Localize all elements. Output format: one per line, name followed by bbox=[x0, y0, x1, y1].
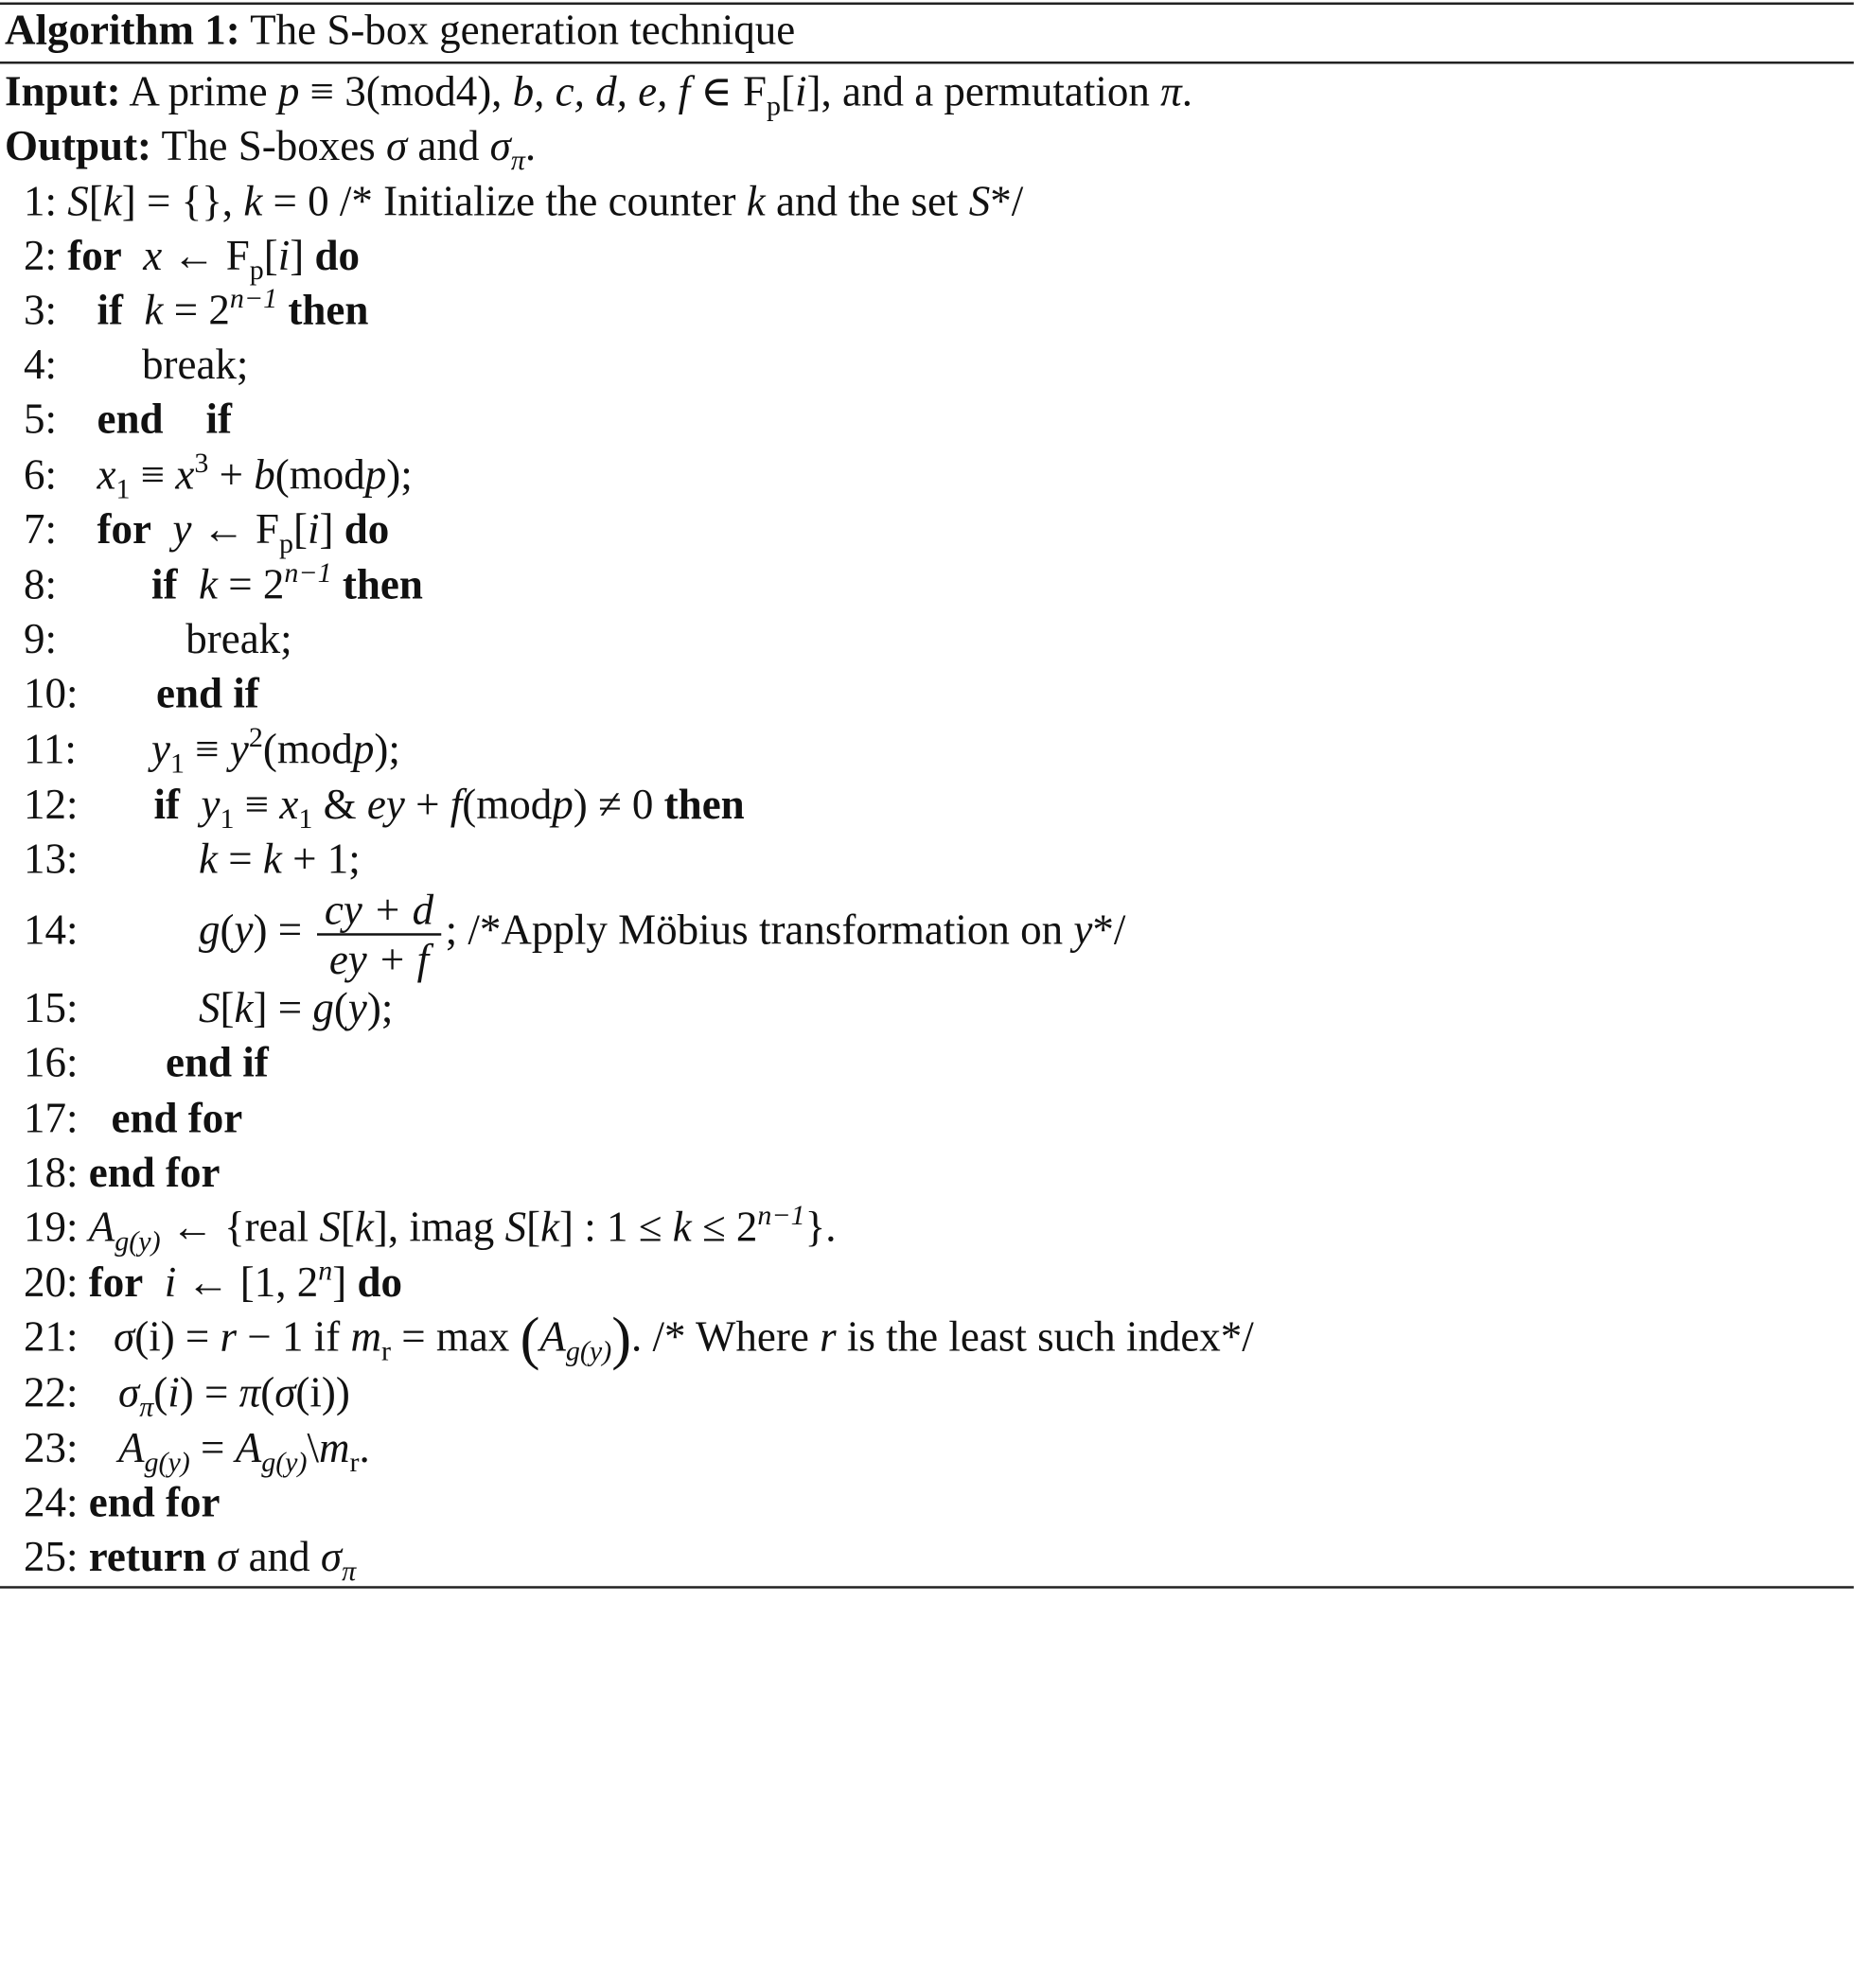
math-var: S bbox=[67, 177, 89, 225]
math-var: k bbox=[234, 984, 254, 1031]
keyword: end bbox=[97, 395, 164, 443]
algorithm-line-8 bbox=[24, 558, 423, 608]
math-text: [ bbox=[292, 504, 308, 553]
math-text: ≡ bbox=[184, 725, 230, 773]
math-var: g bbox=[199, 906, 221, 954]
math-var: y bbox=[1073, 906, 1093, 954]
math-text: − 1 if bbox=[237, 1312, 351, 1361]
math-var: k bbox=[243, 177, 263, 225]
output-text: The S-boxes bbox=[161, 121, 386, 169]
math-text: ] : 1 ≤ bbox=[559, 1203, 673, 1251]
math-var: ey bbox=[366, 781, 405, 828]
output-label: Output: bbox=[5, 121, 152, 169]
keyword: do bbox=[314, 232, 361, 279]
algorithm-line-16 bbox=[24, 1039, 269, 1086]
keyword: end for bbox=[111, 1094, 243, 1142]
line-number: 11: bbox=[24, 725, 77, 773]
output-var: σ bbox=[489, 121, 511, 169]
line-number: 19: bbox=[24, 1203, 79, 1251]
line-number: 4: bbox=[24, 341, 58, 388]
math-var: i bbox=[307, 504, 320, 553]
math-text: ] bbox=[332, 1258, 358, 1306]
output-text: and bbox=[407, 121, 490, 169]
math-subscript: g(y) bbox=[565, 1336, 612, 1367]
line-number: 16: bbox=[24, 1038, 79, 1086]
comment-text: */ bbox=[990, 177, 1024, 225]
math-text: ) ≠ 0 bbox=[573, 781, 664, 828]
math-var: k bbox=[354, 1203, 374, 1251]
comment-text: and the set bbox=[765, 177, 969, 225]
algorithm-line-5 bbox=[24, 396, 232, 443]
math-var: m bbox=[319, 1424, 350, 1471]
math-var: k bbox=[144, 286, 164, 334]
math-subscript: g(y) bbox=[115, 1226, 161, 1258]
math-var: y bbox=[201, 781, 221, 828]
input-text: ∈ F bbox=[690, 67, 767, 115]
math-var: k bbox=[199, 560, 218, 608]
title-rule bbox=[0, 62, 1854, 64]
math-text: [ bbox=[220, 984, 235, 1031]
line-number: 17: bbox=[24, 1094, 79, 1142]
line-number: 22: bbox=[24, 1368, 79, 1416]
math-var: A bbox=[539, 1312, 566, 1361]
title-label: Algorithm 1: bbox=[5, 6, 240, 54]
input-text: [ bbox=[780, 67, 795, 115]
math-superscript: n−1 bbox=[284, 558, 332, 589]
keyword: then bbox=[288, 286, 369, 334]
output-subscript: π bbox=[510, 145, 525, 177]
math-text: ) = bbox=[253, 906, 313, 954]
line-number: 2: bbox=[24, 232, 58, 279]
math-text: & bbox=[312, 781, 367, 828]
algorithm-line-9 bbox=[24, 615, 292, 662]
math-var: A bbox=[235, 1424, 262, 1471]
math-subscript: p bbox=[249, 255, 264, 287]
keyword: for bbox=[67, 232, 122, 279]
keyword: end for bbox=[88, 1148, 221, 1196]
keyword: for bbox=[88, 1258, 144, 1306]
math-paren: ) bbox=[611, 1304, 632, 1371]
math-var: f bbox=[450, 781, 463, 828]
algorithm-line-3 bbox=[24, 284, 369, 334]
line-number: 14: bbox=[24, 906, 79, 954]
math-subscript: 1 bbox=[220, 804, 235, 836]
input-text: . bbox=[1181, 67, 1192, 115]
math-var: p bbox=[364, 450, 387, 499]
math-text: ] bbox=[319, 504, 344, 553]
input-var: i bbox=[794, 67, 807, 115]
output-var: σ bbox=[385, 121, 408, 169]
math-subscript: g(y) bbox=[261, 1448, 308, 1479]
math-var: r bbox=[820, 1312, 837, 1361]
math-text: [ bbox=[263, 232, 278, 279]
math-var: k bbox=[672, 1203, 692, 1251]
algorithm-line-15 bbox=[24, 984, 393, 1031]
comment-text: is the least such index*/ bbox=[836, 1312, 1254, 1361]
math-text: [ bbox=[526, 1203, 541, 1251]
math-subscript: 1 bbox=[169, 748, 185, 780]
keyword: if bbox=[97, 286, 123, 334]
math-var: i bbox=[168, 1368, 180, 1416]
input-subscript: p bbox=[766, 91, 781, 122]
statement-text: break; bbox=[142, 341, 249, 388]
math-var: k bbox=[102, 177, 122, 225]
math-text: [ bbox=[88, 177, 103, 225]
math-var: y bbox=[234, 906, 254, 954]
math-text: (mod bbox=[274, 450, 365, 499]
math-text: and bbox=[238, 1533, 321, 1580]
line-number: 23: bbox=[24, 1424, 79, 1471]
top-rule bbox=[0, 3, 1854, 6]
math-subscript: r bbox=[380, 1336, 391, 1367]
mobius-fraction bbox=[317, 886, 440, 983]
math-text: = 2 bbox=[163, 286, 230, 334]
math-text: (i)) bbox=[295, 1368, 350, 1416]
line-number: 24: bbox=[24, 1478, 79, 1526]
fraction-numerator: cy + d bbox=[317, 886, 440, 936]
algorithm-line-14 bbox=[24, 880, 1125, 982]
algorithm-line-17 bbox=[24, 1094, 242, 1141]
input-text: ], and a permutation bbox=[806, 67, 1161, 115]
comment-text: = 0 /* Initialize the counter bbox=[262, 177, 747, 225]
math-text: ← F bbox=[191, 504, 279, 553]
math-var: σ bbox=[274, 1368, 296, 1416]
input-text: A prime bbox=[129, 67, 278, 115]
math-var: i bbox=[277, 232, 291, 279]
math-var: g bbox=[312, 984, 334, 1031]
math-var: k bbox=[746, 177, 766, 225]
output-text: . bbox=[524, 121, 537, 169]
math-var: σ bbox=[217, 1533, 238, 1580]
math-var: S bbox=[968, 177, 991, 225]
algorithm-line-13 bbox=[24, 836, 361, 883]
math-text: (i) = bbox=[134, 1312, 221, 1361]
math-text: = bbox=[217, 835, 263, 883]
algorithm-line-6 bbox=[24, 448, 413, 505]
math-text: + bbox=[404, 781, 450, 828]
math-text: ( bbox=[153, 1368, 168, 1416]
math-superscript: 2 bbox=[248, 722, 263, 754]
algorithm-line-4 bbox=[24, 341, 248, 388]
comment-text: . /* Where bbox=[631, 1312, 821, 1361]
line-number: 7: bbox=[24, 504, 58, 553]
keyword: if bbox=[151, 560, 178, 608]
keyword: do bbox=[344, 504, 390, 553]
math-text: ≡ bbox=[130, 450, 176, 499]
keyword: then bbox=[342, 560, 423, 608]
math-text: = 2 bbox=[217, 560, 285, 608]
math-superscript: n−1 bbox=[229, 284, 278, 315]
math-var: x bbox=[143, 232, 163, 279]
keyword: if bbox=[205, 395, 233, 443]
math-text: + bbox=[208, 450, 255, 499]
math-text: ≡ bbox=[234, 781, 280, 828]
algorithm-line-18 bbox=[24, 1149, 221, 1196]
math-var: A bbox=[88, 1203, 115, 1251]
math-var: x bbox=[175, 450, 195, 499]
math-var: π bbox=[238, 1368, 261, 1416]
math-text: ] bbox=[290, 232, 315, 279]
math-var: m bbox=[350, 1312, 381, 1361]
algorithm-line-21 bbox=[24, 1304, 1254, 1371]
algorithm-line-19 bbox=[24, 1200, 837, 1258]
keyword: end if bbox=[156, 669, 259, 717]
math-var: p bbox=[352, 725, 375, 773]
line-number: 12: bbox=[24, 781, 79, 828]
keyword: then bbox=[663, 781, 745, 828]
math-var: y bbox=[347, 984, 367, 1031]
line-number: 25: bbox=[24, 1533, 79, 1580]
math-var: x bbox=[97, 450, 116, 499]
input-var: π bbox=[1160, 67, 1182, 115]
keyword: if bbox=[153, 781, 180, 828]
line-number: 3: bbox=[24, 286, 58, 334]
line-number: 1: bbox=[24, 177, 58, 225]
keyword: end if bbox=[166, 1038, 269, 1086]
math-var: σ bbox=[320, 1533, 343, 1580]
bottom-rule bbox=[0, 1586, 1854, 1589]
math-text: + 1; bbox=[281, 835, 361, 883]
algorithm-line-1 bbox=[24, 178, 1023, 225]
math-var: S bbox=[504, 1203, 527, 1251]
math-var: b bbox=[254, 450, 275, 499]
math-subscript: g(y) bbox=[144, 1448, 190, 1479]
algorithm-title bbox=[5, 6, 795, 53]
input-line bbox=[5, 67, 1192, 122]
line-number: 5: bbox=[24, 395, 58, 443]
math-text: (mod bbox=[262, 725, 353, 773]
math-subscript: 1 bbox=[298, 804, 313, 836]
math-text: ( bbox=[260, 1368, 275, 1416]
math-subscript: p bbox=[278, 528, 293, 560]
math-text: = bbox=[189, 1424, 236, 1471]
title-text: The S-box generation technique bbox=[250, 6, 796, 54]
math-text: ] = {}, bbox=[121, 177, 244, 225]
math-var: σ bbox=[114, 1312, 135, 1361]
algorithm-line-22 bbox=[24, 1368, 350, 1423]
output-line bbox=[5, 121, 537, 177]
math-var: σ bbox=[118, 1368, 140, 1416]
math-text: [ bbox=[340, 1203, 355, 1251]
math-var: k bbox=[540, 1203, 560, 1251]
input-var: b, c, d, e, f bbox=[512, 67, 691, 115]
math-text: ); bbox=[374, 725, 400, 773]
algorithm-line-2 bbox=[24, 232, 361, 287]
keyword: return bbox=[88, 1533, 206, 1580]
input-var: p bbox=[277, 67, 300, 115]
math-text: ] = bbox=[253, 984, 313, 1031]
algorithm-line-10 bbox=[24, 670, 259, 717]
math-var: A bbox=[118, 1424, 145, 1471]
line-number: 21: bbox=[24, 1312, 79, 1361]
algorithm-line-12 bbox=[24, 781, 745, 836]
math-text: (mod bbox=[462, 781, 553, 828]
algorithm-line-11 bbox=[24, 722, 400, 780]
input-text: ≡ 3(mod4), bbox=[299, 67, 513, 115]
math-subscript: π bbox=[342, 1557, 357, 1588]
algorithm-line-20 bbox=[24, 1258, 402, 1306]
math-var: k bbox=[262, 835, 282, 883]
math-text: ← F bbox=[162, 232, 250, 279]
math-text: ( bbox=[220, 906, 235, 954]
input-label: Input: bbox=[5, 67, 121, 115]
line-number: 15: bbox=[24, 984, 79, 1031]
math-text: ( bbox=[333, 984, 348, 1031]
keyword: end for bbox=[88, 1478, 221, 1526]
math-var: r bbox=[220, 1312, 238, 1361]
keyword: do bbox=[357, 1258, 403, 1306]
line-number: 20: bbox=[24, 1258, 79, 1306]
math-text: . bbox=[359, 1424, 370, 1471]
math-paren: ( bbox=[520, 1304, 540, 1371]
math-text: ≤ 2 bbox=[691, 1203, 758, 1251]
math-var: y bbox=[229, 725, 249, 773]
math-text: ) = bbox=[179, 1368, 239, 1416]
math-text: }. bbox=[804, 1203, 837, 1251]
math-var: k bbox=[199, 835, 218, 883]
fraction-denominator: ey + f bbox=[328, 935, 430, 983]
math-subscript: r bbox=[349, 1448, 360, 1479]
math-var: S bbox=[319, 1203, 341, 1251]
math-text: ← {real bbox=[160, 1203, 320, 1251]
math-superscript: n−1 bbox=[757, 1200, 805, 1232]
math-var: p bbox=[552, 781, 574, 828]
math-var: x bbox=[279, 781, 299, 828]
math-subscript: 1 bbox=[115, 474, 131, 505]
algorithm-line-25 bbox=[24, 1533, 357, 1588]
line-number: 9: bbox=[24, 615, 58, 662]
comment-text: */ bbox=[1092, 906, 1126, 954]
line-number: 18: bbox=[24, 1148, 79, 1196]
math-text: ], imag bbox=[373, 1203, 505, 1251]
math-text: ← [1, 2 bbox=[176, 1258, 319, 1306]
statement-text: break; bbox=[185, 615, 292, 662]
math-text: ); bbox=[366, 984, 394, 1031]
line-number: 10: bbox=[24, 669, 79, 717]
algorithm-line-7 bbox=[24, 504, 390, 560]
math-text: ); bbox=[386, 450, 413, 499]
algorithm-line-23 bbox=[24, 1424, 370, 1479]
math-text: = max bbox=[390, 1312, 521, 1361]
math-var: i bbox=[164, 1258, 177, 1306]
keyword: for bbox=[97, 504, 151, 553]
line-number: 6: bbox=[24, 450, 58, 499]
line-number: 8: bbox=[24, 560, 58, 608]
math-text: \ bbox=[307, 1424, 320, 1471]
math-var: y bbox=[151, 725, 170, 773]
math-var: S bbox=[199, 984, 221, 1031]
algorithm-line-24 bbox=[24, 1479, 221, 1526]
math-subscript: π bbox=[139, 1392, 154, 1423]
math-superscript: 3 bbox=[194, 448, 209, 480]
math-var: y bbox=[172, 504, 192, 553]
line-number: 13: bbox=[24, 835, 79, 883]
comment-text: ; /*Apply Möbius transformation on bbox=[445, 906, 1074, 954]
math-superscript: n bbox=[318, 1256, 333, 1287]
